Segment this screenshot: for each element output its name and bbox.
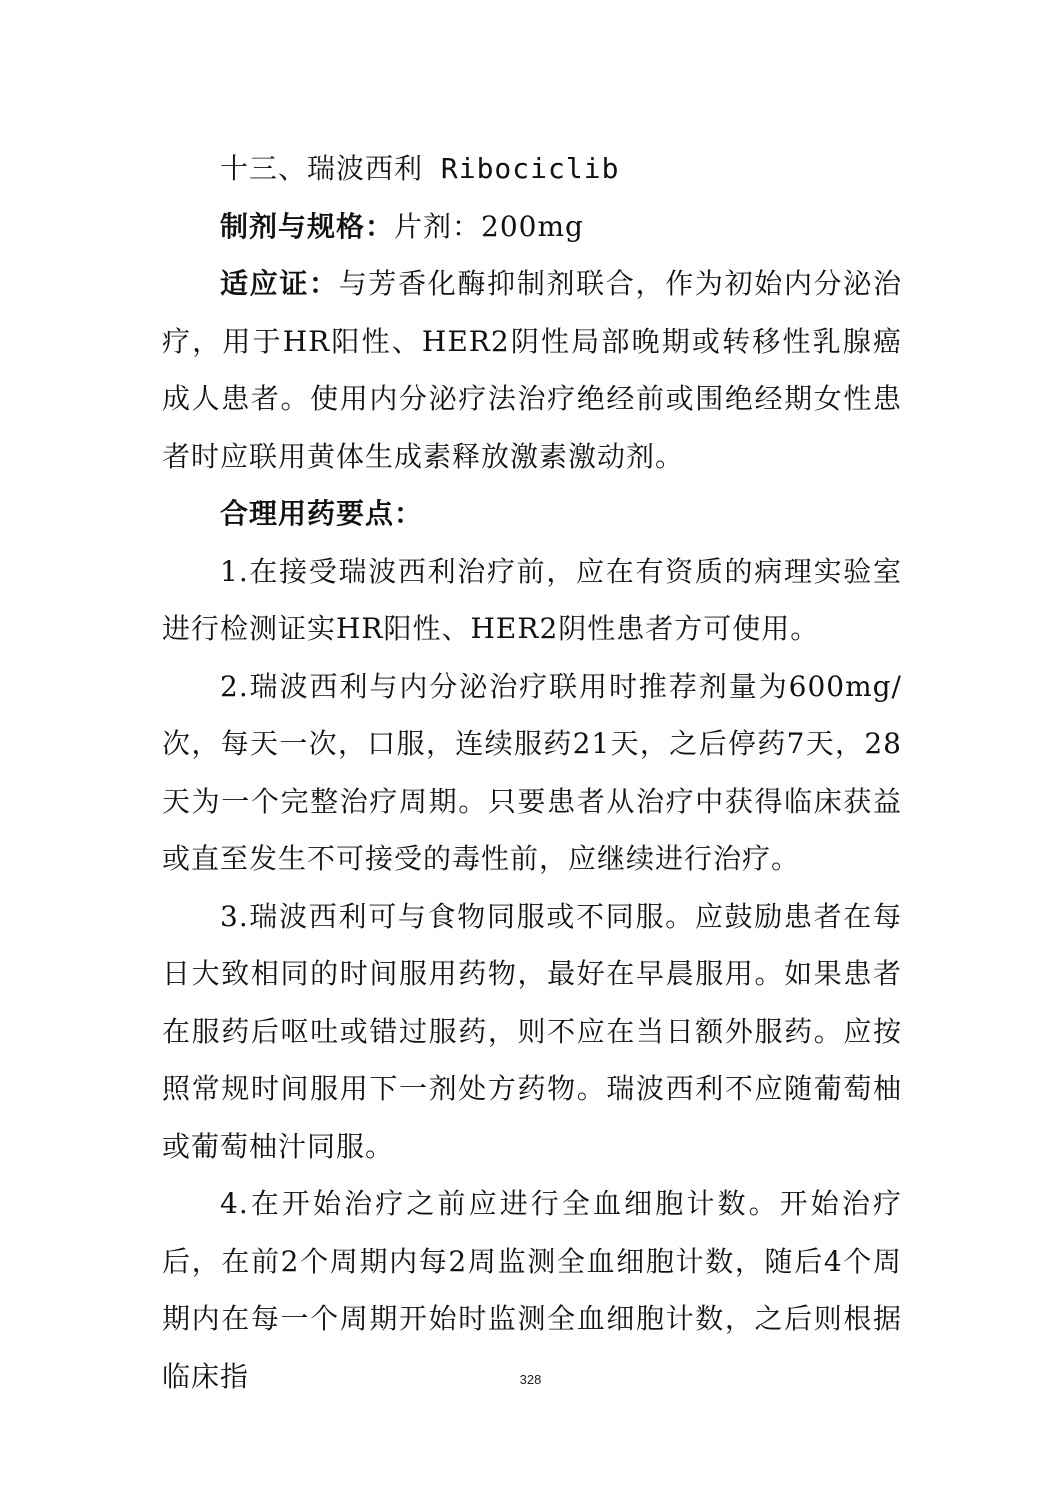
- indication-label: 适应证：: [220, 267, 339, 300]
- key-point-2: 2.瑞波西利与内分泌治疗联用时推荐剂量为600mg/次，每天一次，口服，连续服药21天，之后停药7天，28天为一个完整治疗周期。只要患者从治疗中获得临床获益或直至发生不可接受的毒性前，应继续进行治疗。: [162, 669, 902, 875]
- key-point-1: 1.在接受瑞波西利治疗前，应在有资质的病理实验室进行检测证实HR阳性、HER2阴性患者方可使用。: [162, 554, 902, 645]
- section-title: 十三、瑞波西利 Ribociclib: [220, 152, 620, 185]
- formulation-label: 制剂与规格：: [220, 209, 395, 243]
- indication-text: 与芳香化酶抑制剂联合，作为初始内分泌治疗，用于HR阳性、HER2阴性局部晚期或转移性乳腺癌成人患者。使用内分泌疗法治疗绝经前或围绝经期女性患者时应联用黄体生成素释放激素激动剂。: [162, 267, 902, 473]
- formulation-text: 片剂：200mg: [394, 209, 584, 243]
- page-number: 328: [519, 1372, 542, 1387]
- formulation-paragraph: [162, 198, 902, 256]
- indication-paragraph: [162, 255, 902, 485]
- document-body: [162, 140, 902, 1405]
- key-points-label: 合理用药要点：: [220, 497, 424, 530]
- key-point-4: 4.在开始治疗之前应进行全血细胞计数。开始治疗后，在前2个周期内每2周监测全血细胞计数，随后4个周期内在每一个周期开始时监测全血细胞计数，之后则根据临床指: [162, 1187, 902, 1393]
- key-point-3: 3.瑞波西利可与食物同服或不同服。应鼓励患者在每日大致相同的时间服用药物，最好在早晨服用。如果患者在服药后呕吐或错过服药，则不应在当日额外服药。应按照常规时间服用下一剂处方药物。瑞波西利不应随葡萄柚或葡萄柚汁同服。: [162, 899, 902, 1163]
- key-points-heading: [162, 485, 902, 543]
